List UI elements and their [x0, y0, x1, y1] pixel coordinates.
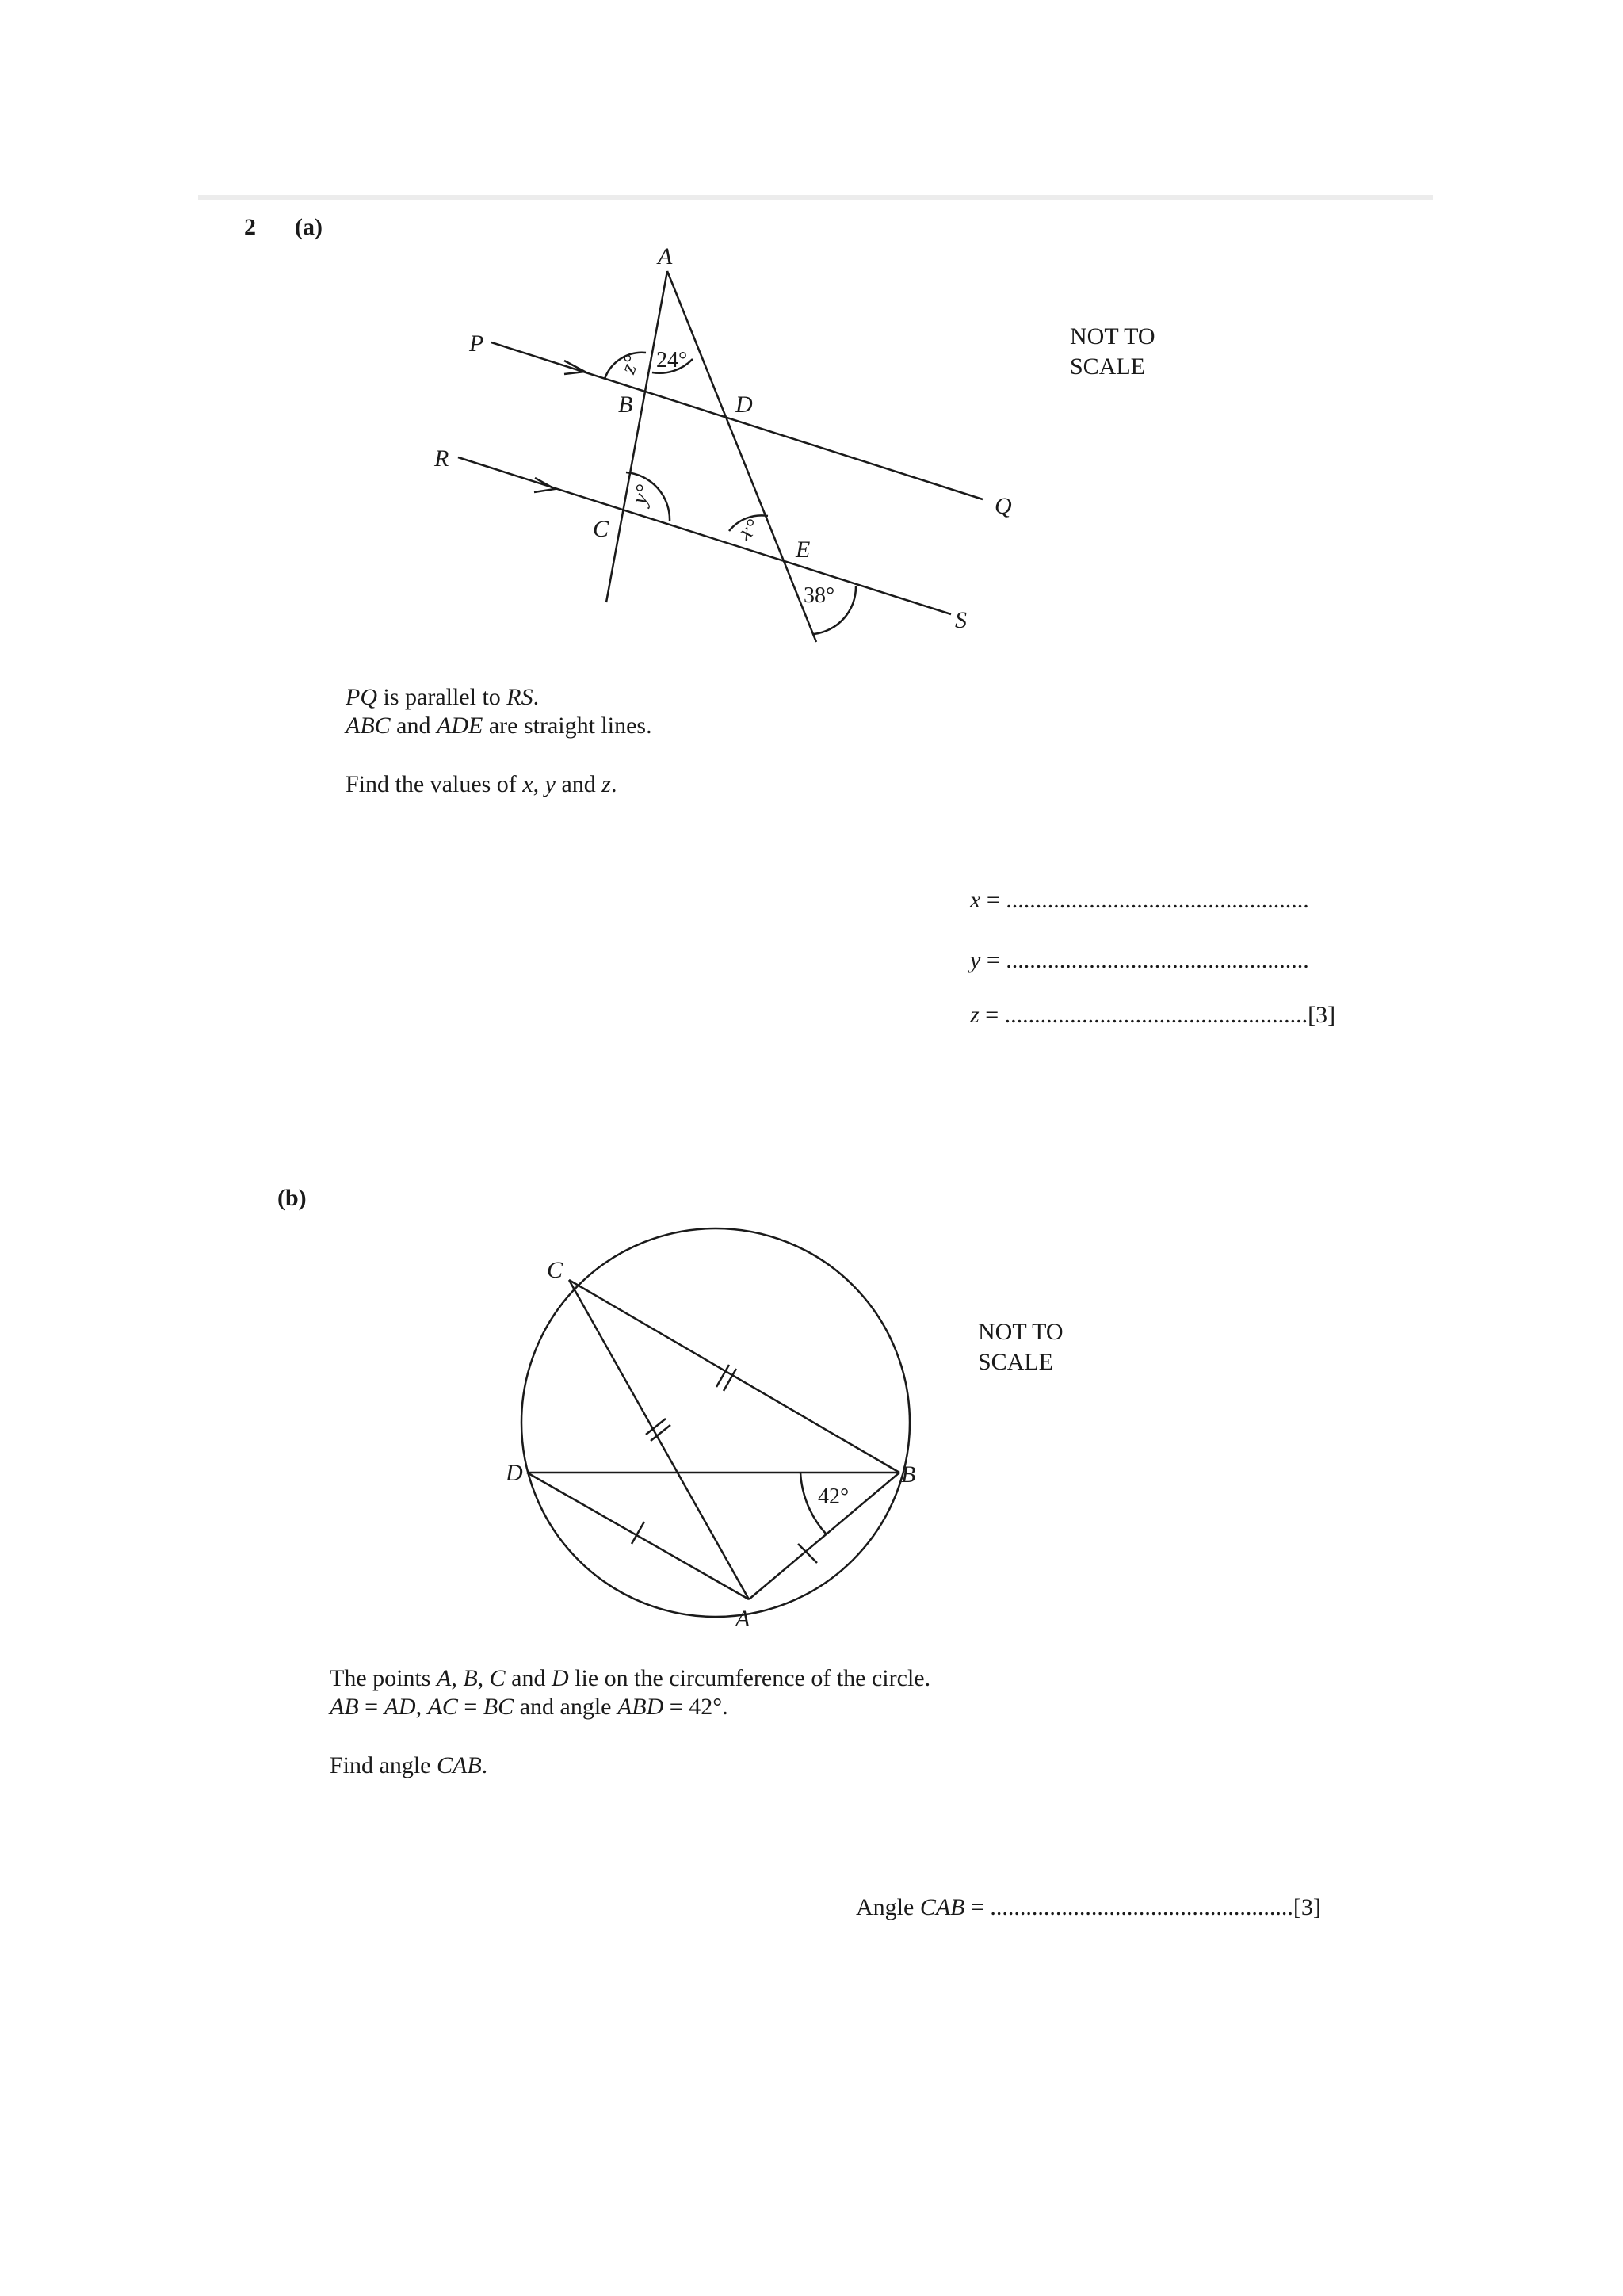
point-r-label: R [434, 445, 449, 472]
angle-z-label: z° [615, 352, 645, 377]
answer-y-line[interactable]: y = ................................................... [970, 947, 1309, 973]
arc-y [626, 472, 670, 521]
arc-42 [800, 1473, 826, 1534]
point-a-label: A [658, 243, 673, 269]
note-line-1: NOT TO [1070, 323, 1155, 350]
question-number: 2 [244, 214, 256, 240]
note-line-2: SCALE [1070, 353, 1146, 380]
point-a-label: A [735, 1606, 750, 1632]
chord-cb [569, 1280, 899, 1473]
statement-line-2: ABC and ADE are straight lines. [346, 712, 652, 739]
point-d-label: D [735, 392, 753, 418]
answer-z-line[interactable]: z = ...................................................[3] [970, 1002, 1336, 1028]
part-b-not-to-scale [978, 1317, 1064, 1377]
arc-x [729, 515, 768, 531]
part-a-not-to-scale [1070, 322, 1155, 382]
point-q-label: Q [995, 493, 1012, 519]
angle-24-label: 24° [656, 348, 688, 372]
arc-24 [652, 359, 693, 373]
arc-38 [814, 586, 856, 634]
statement-line-2: AB = AD, AC = BC and angle ABD = 42°. [330, 1694, 728, 1720]
tick-cb-2 [724, 1369, 736, 1391]
part-a-statement [346, 683, 652, 799]
marks-b: [3] [1293, 1894, 1321, 1920]
answer-x-line[interactable]: x = ................................................... [970, 887, 1309, 913]
chord-ca [569, 1280, 749, 1599]
angle-42-label: 42° [818, 1484, 850, 1509]
point-b-label: B [618, 392, 633, 418]
point-c-label: C [593, 516, 609, 542]
angle-38-label: 38° [804, 583, 835, 608]
chord-ab [749, 1473, 899, 1599]
statement-line-1: The points A, B, C and D lie on the circumference of the circle. [330, 1665, 931, 1691]
instruction-line: Find angle CAB. [330, 1752, 488, 1778]
point-s-label: S [955, 607, 967, 633]
angle-y-label: y° [627, 481, 657, 508]
part-a-label: (a) [295, 214, 323, 240]
arrow-pq [564, 361, 585, 374]
part-b-statement [330, 1664, 930, 1780]
point-b-label: B [901, 1461, 916, 1488]
circle [521, 1228, 910, 1617]
page-top-rule [198, 195, 1433, 200]
angle-x-label: x° [734, 514, 765, 545]
line-ade [667, 271, 816, 642]
line-rs [458, 457, 951, 614]
tick-ca-2 [651, 1425, 670, 1441]
answer-cab-line[interactable]: Angle CAB = ...................................................[3] [856, 1894, 1321, 1920]
point-e-label: E [796, 537, 811, 563]
tick-ca-1 [646, 1419, 666, 1435]
point-d-label: D [506, 1460, 523, 1486]
point-p-label: P [469, 330, 484, 357]
part-b-label: (b) [277, 1185, 307, 1211]
note-line-2: SCALE [978, 1349, 1054, 1375]
statement-line-1: PQ is parallel to RS. [346, 684, 540, 710]
note-line-1: NOT TO [978, 1319, 1064, 1345]
point-c-label: C [547, 1257, 563, 1283]
arc-z [605, 353, 646, 379]
chord-da [527, 1473, 749, 1599]
tick-ab [798, 1544, 817, 1563]
line-abc [606, 271, 667, 602]
tick-da [632, 1522, 644, 1544]
marks-a: [3] [1308, 1002, 1336, 1028]
line-pq [491, 342, 983, 499]
instruction-line: Find the values of x, y and z. [346, 771, 617, 797]
tick-cb-1 [716, 1365, 729, 1387]
arrow-rs [534, 478, 555, 492]
